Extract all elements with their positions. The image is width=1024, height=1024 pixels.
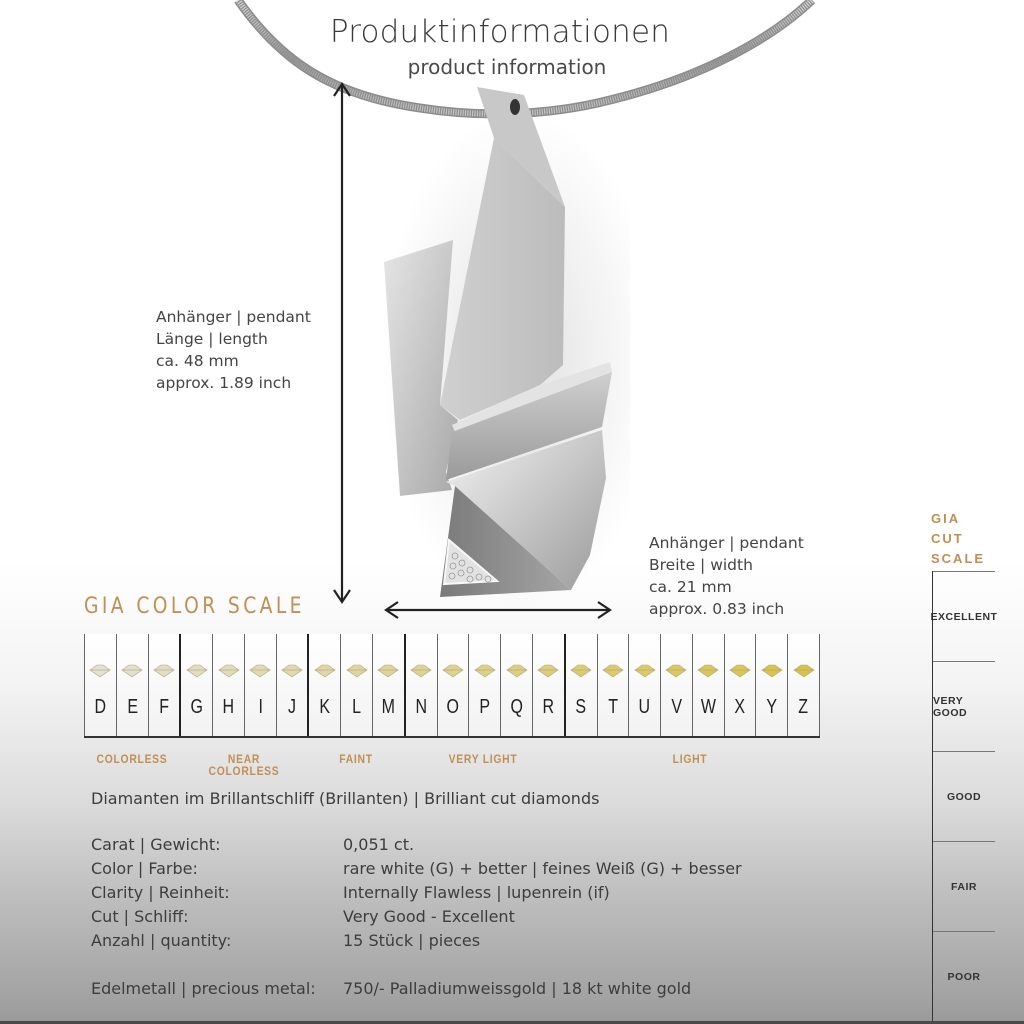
spec-value-color: rare white (G) + better | feines Weiß (G) + besser (343, 859, 742, 878)
spec-row-clarity (91, 883, 230, 902)
color-grade-letter: R (542, 696, 555, 718)
diamond-icon (281, 664, 303, 678)
color-grade-letter: K (319, 696, 331, 718)
spec-label: Carat | Gewicht: (91, 835, 221, 854)
length-line-1: Anhänger | pendant (156, 308, 311, 326)
color-grade-q (500, 634, 532, 736)
diamond-icon (570, 664, 592, 678)
specs-heading: Diamanten im Brillantschliff (Brillanten) | Brilliant cut diamonds (91, 789, 600, 808)
color-grade-u (628, 634, 660, 736)
color-grade-letter: T (608, 696, 618, 718)
cut-title-line-1: GIA (931, 511, 961, 526)
length-line-2: Länge | length (156, 330, 268, 348)
width-info (649, 532, 804, 620)
spec-row-cut (91, 907, 189, 926)
diamond-icon (506, 664, 528, 678)
spec-label: Anzahl | quantity: (91, 931, 232, 950)
color-grade-letter: U (638, 696, 651, 718)
color-grade-letter: P (479, 696, 491, 718)
color-grade-g (179, 634, 212, 736)
cut-grade-poor: POOR (933, 931, 995, 1022)
cut-title-line-3: SCALE (931, 551, 986, 566)
diamond-icon (634, 664, 656, 678)
spec-value-metal: 750/- Palladiumweissgold | 18 kt white gold (343, 979, 692, 998)
spec-row-carat (91, 835, 221, 854)
group-colorless: COLORLESS (96, 754, 168, 766)
diamond-icon (249, 664, 271, 678)
width-line-1: Anhänger | pendant (649, 534, 804, 552)
color-grade-l (340, 634, 372, 736)
width-arrow (384, 598, 612, 622)
diamond-icon (442, 664, 464, 678)
specs-table (91, 835, 791, 1005)
width-line-4: approx. 0.83 inch (649, 600, 785, 618)
color-grade-letter: L (352, 696, 362, 718)
color-grade-letter: Q (510, 696, 523, 718)
color-grade-letter: V (671, 696, 682, 718)
color-grade-letter: Y (766, 696, 778, 718)
gia-color-scale (84, 634, 820, 738)
color-grade-letter: W (700, 696, 716, 718)
diamond-icon (89, 664, 111, 678)
page-subtitle: product information (407, 55, 607, 79)
spec-label: Color | Farbe: (91, 859, 198, 878)
width-line-2: Breite | width (649, 556, 753, 574)
color-grade-letter: Z (798, 696, 809, 718)
color-grade-p (468, 634, 500, 736)
diamond-icon (729, 664, 751, 678)
color-grade-j (276, 634, 308, 736)
gia-color-scale-title: GIA COLOR SCALE (84, 594, 305, 619)
group-very-light: VERY LIGHT (448, 754, 518, 766)
diamond-icon (602, 664, 624, 678)
color-grade-v (660, 634, 692, 736)
cut-title-line-2: CUT (931, 531, 964, 546)
color-grade-letter: D (94, 696, 107, 718)
diamond-icon (697, 664, 719, 678)
gia-cut-scale (930, 571, 998, 1023)
group-light: LIGHT (672, 754, 708, 766)
page-title: Produktinformationen (329, 14, 671, 50)
color-grade-f (148, 634, 180, 736)
spec-label: Cut | Schliff: (91, 907, 189, 926)
color-grade-r (532, 634, 564, 736)
width-line-3: ca. 21 mm (649, 578, 732, 596)
color-grade-e (116, 634, 148, 736)
color-grade-n (404, 634, 437, 736)
spec-label: Clarity | Reinheit: (91, 883, 230, 902)
gia-cut-scale-title (931, 509, 985, 569)
color-grade-t (597, 634, 629, 736)
spec-value-carat: 0,051 ct. (343, 835, 415, 854)
color-grade-w (692, 634, 724, 736)
spec-row-color (91, 859, 198, 878)
length-line-3: ca. 48 mm (156, 352, 239, 370)
color-grade-z (787, 634, 820, 736)
spec-row-quantity (91, 931, 231, 950)
diamond-icon (793, 664, 815, 678)
cut-grade-good: GOOD (933, 751, 995, 842)
color-grade-i (244, 634, 276, 736)
color-grade-letter: N (415, 696, 427, 718)
diamond-icon (761, 664, 783, 678)
spec-label: Edelmetall | precious metal: (91, 979, 316, 998)
color-grade-d (84, 634, 116, 736)
pendant-image (370, 80, 630, 610)
color-grade-o (437, 634, 469, 736)
diamond-icon (410, 664, 432, 678)
color-grade-letter: J (288, 696, 297, 718)
cut-grade-excellent: EXCELLENT (933, 571, 995, 662)
color-grade-k (307, 634, 340, 736)
group-near-colorless: NEAR COLORLESS (208, 754, 280, 778)
length-info (156, 306, 311, 394)
color-grade-letter: M (381, 696, 396, 718)
color-grade-letter: G (190, 696, 203, 718)
diamond-icon (537, 664, 559, 678)
diamond-icon (377, 664, 399, 678)
diamond-icon (346, 664, 368, 678)
color-grade-letter: E (126, 696, 138, 718)
group-faint: FAINT (339, 754, 373, 766)
color-grade-letter: X (734, 696, 746, 718)
color-grade-letter: H (222, 696, 235, 718)
color-grade-letter: S (575, 696, 587, 718)
color-grade-letter: O (446, 696, 460, 718)
diamond-icon (218, 664, 240, 678)
cut-grade-fair: FAIR (933, 841, 995, 932)
color-grade-h (212, 634, 244, 736)
spec-value-clarity: Internally Flawless | lupenrein (if) (343, 883, 610, 902)
diamond-icon (186, 664, 208, 678)
color-grade-y (755, 634, 787, 736)
spec-row-metal (91, 979, 316, 998)
diamond-icon (153, 664, 175, 678)
diamond-icon (474, 664, 496, 678)
color-grade-letter: I (258, 696, 263, 718)
color-grade-x (724, 634, 756, 736)
spec-value-cut: Very Good - Excellent (343, 907, 515, 926)
color-grade-m (372, 634, 404, 736)
length-arrow (330, 82, 354, 604)
diamond-icon (314, 664, 336, 678)
color-grade-letter: F (159, 696, 169, 718)
diamond-icon (665, 664, 687, 678)
spec-value-quantity: 15 Stück | pieces (343, 931, 481, 950)
length-line-4: approx. 1.89 inch (156, 374, 292, 392)
color-grade-s (564, 634, 597, 736)
diamond-icon (121, 664, 143, 678)
cut-grade-very-good: VERY GOOD (933, 661, 995, 752)
